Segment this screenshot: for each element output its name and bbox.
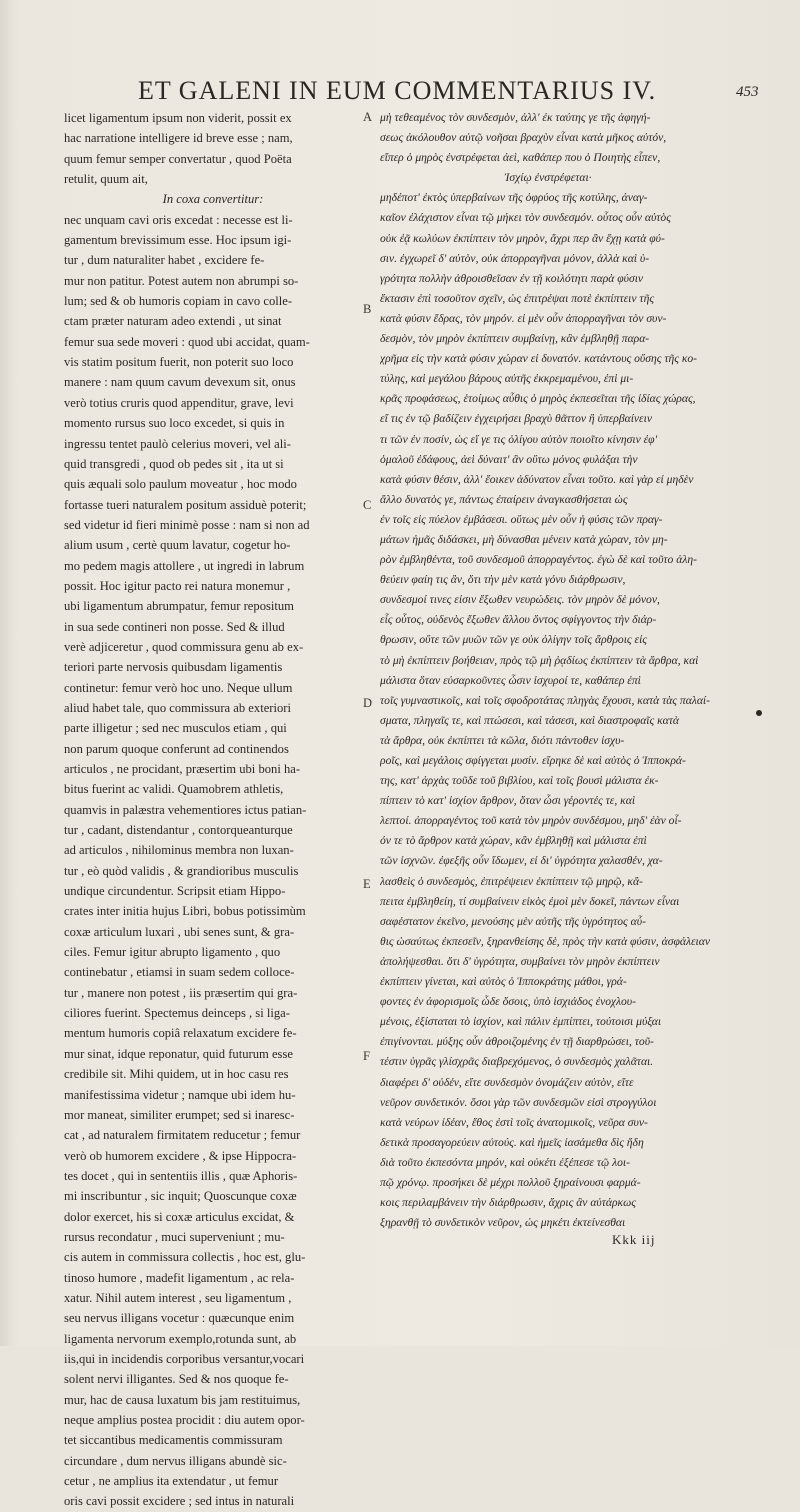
latin-line: rursus recondatur , muci superveniunt ; mu- <box>64 1229 285 1244</box>
latin-line: tur , cadant, distendantur , contorqueanturque <box>64 823 293 838</box>
latin-line: momento rursus suo loco excedet, si quis in <box>64 416 285 431</box>
greek-line: ἐκπίπτειν γίνεται, καὶ αὐτὸς ὁ Ἱπποκράτης μάθοι, γρά- <box>380 975 627 989</box>
latin-line: In coxa convertitur: <box>162 192 264 207</box>
latin-line: retulit, quum ait, <box>64 172 148 187</box>
greek-line: θις ὡσαύτως ἐκπεσεῖν, ξηρανθείσης δὲ, πρὸς τὴν κατὰ φύσιν, ἀσφάλειαν <box>380 934 711 948</box>
latin-line: parte illigetur ; sed nec musculos etiam , qui <box>64 721 287 736</box>
margin-letter: F <box>363 1049 370 1063</box>
latin-line: neque amplius postea procidit : diu autem opor- <box>64 1413 305 1427</box>
latin-line: ad articulos , nihilominus membra non luxan- <box>64 843 294 858</box>
greek-line: τοῖς γυμναστικοῖς, καὶ τοῖς σφοδροτάτας πληγὰς ἔχουσι, κατὰ τὰς παλαί- <box>380 693 710 707</box>
latin-line: quis æquali solo paulum moveatur , hoc modo <box>64 477 297 492</box>
greek-line: όν τε τὸ ἄρθρον κατὰ χώραν, κἂν ἐμβληθῇ καὶ μάλιστα ἐπὶ <box>380 834 647 848</box>
margin-letter: B <box>363 302 372 316</box>
latin-line: aliud habet tale, quo commissura ab exteriori <box>64 700 291 715</box>
page-number: 453 <box>736 84 759 100</box>
latin-line: continebatur , etiamsi in suam sedem colloce- <box>64 965 295 980</box>
greek-line: τύλης, καὶ μεγάλου βάρους αὐτῆς ἐκκρεμαμένου, ἐπὶ μι- <box>380 372 634 386</box>
greek-line: χρῆμα εἰς τὴν κατὰ φύσιν χώραν εἰ δυνατόν. κατάντους οὔσης τῆς κο- <box>380 352 698 366</box>
margin-letter: E <box>363 877 371 891</box>
latin-line: ciles. Femur igitur abrupto ligamento , quo <box>64 945 281 960</box>
greek-line: της, κατ' ἀρχὰς τοῦδε τοῦ βιβλίου, καὶ τοῖς βουσὶ μάλιστα ἐκ- <box>380 774 659 788</box>
greek-line: ἐπιγίνονται. μύξης οὖν ἀθροιζομένης ἐν τῇ διαρθρώσει, τοῦ- <box>380 1035 654 1049</box>
margin-letter: C <box>363 498 372 512</box>
greek-line: σιν. ἐγχωρεῖ δ' αὐτὸν, οὐκ ἀπορραγῆναι μόνον, ἀλλὰ καὶ ὑ- <box>380 251 650 265</box>
latin-line: cetur , ne amplius ita extendatur , ut femur <box>64 1474 279 1489</box>
greek-line: λεπτοί. ἀπορραγέντος τοῦ κατὰ τὸν μηρὸν συνδέσμου, μηδ' ἐὰν οἷ- <box>380 814 682 828</box>
latin-line: undique circundentur. Scripsit etiam Hippo- <box>64 884 286 899</box>
latin-line: circundare , dum nervus illigans abundè sic- <box>64 1453 287 1468</box>
greek-line: ἄλλο δυνατὸς γε, πάντως ἐπαίρειν ἀναγκασθήσεται ὡς <box>380 492 628 506</box>
latin-line: femur sua sede moveri : quod ubi accidat, quam- <box>64 334 310 349</box>
greek-line: εἷς οὗτος, οὐδενὸς ἔξωθεν ἄλλου ὄντος σφίγγοντος τὴν διάρ- <box>380 613 657 627</box>
greek-line: διὰ τοῦτο ἐκπεσόντα μηρόν, καὶ οὐκέτι ἐξέπεσε τῷ λοι- <box>380 1155 630 1169</box>
latin-line: verò totius cruris quod appenditur, grave, levi <box>64 395 294 410</box>
latin-line: in sua sede contineri non posse. Sed & illud <box>64 619 285 634</box>
latin-line: ligamenta nervorum exemplo,rotunda sunt, ab <box>64 1331 297 1346</box>
latin-line: crates inter initia hujus Libri, bobus potissimùm <box>64 904 306 919</box>
greek-line: κατὰ νεύρων ἰδέαν, ἔθος ἐστὶ τοῖς ἀνατομικοῖς, νεῦρα συν- <box>380 1115 648 1129</box>
latin-line: mentum humoris copiâ relaxatum excidere fe- <box>64 1026 297 1041</box>
latin-line: quum femur semper convertatur , quod Poëta <box>64 151 292 166</box>
greek-line: πίπτειν τὸ κατ' ἰσχίον ἄρθρον, ὅταν ὦσι γέροντές τε, καὶ <box>380 794 636 808</box>
greek-line: κρᾶς προφάσεως, ἑτοίμως αὖθις ὁ μηρὸς ἐκπεσεῖται τῆς ἰδίας χώρας, <box>380 392 696 406</box>
greek-line: δετικὰ προσαγορεύειν αὐτούς. καὶ ἡμεῖς ἰασάμεθα δὶς ἤδη <box>380 1135 644 1149</box>
latin-line: bitus fuerint ac validi. Quamobrem athletis, <box>64 782 284 797</box>
latin-line: oris cavi possit excidere ; sed intus in naturali <box>64 1494 295 1509</box>
greek-line: Ἰσχίῳ ἐνστρέφεται· <box>504 171 592 185</box>
margin-letter: D <box>363 696 373 710</box>
latin-line: ingressu tentet paulò celerius moveri, vel ali- <box>64 436 291 451</box>
latin-line: mur non patitur. Potest autem non abrumpi so- <box>64 273 299 288</box>
latin-line: mur, hac de causa luxatum bis jam restituimus, <box>64 1392 301 1407</box>
greek-line: ἔκτασιν ἐπὶ τοσοῦτον σχεῖν, ὡς ἐπιτρέψαι ποτὲ ἐκπίπτειν τῆς <box>380 291 655 305</box>
greek-line: μένοις, ἐξίσταται τὸ ἰσχίον, καὶ πάλιν ἐμπίπτει, τούτοισι μύξαι <box>380 1015 662 1029</box>
greek-line: συνδεσμοί τινες εἰσιν ἔξωθεν νευρώδεις. τὸν μηρὸν δὲ μόνον, <box>380 593 660 607</box>
latin-line: coxæ articulum luxari , ubi senes sunt, & gra- <box>64 924 295 939</box>
latin-line: manifestissima videtur ; namque ubi idem hu- <box>64 1087 296 1102</box>
latin-line: articulos , ne procidant, præsertim ubi boni ha- <box>64 762 301 776</box>
greek-line: θεύειν φαίη τις ἂν, ὅτι τὴν μὲν κατὰ γόνυ διάρθρωσιν, <box>380 573 626 587</box>
greek-line: ροῖς, καὶ μεγάλοις σφίγγεται μυσίν. εἴρηκε δὲ καὶ αὐτὸς ὁ Ἱπποκρά- <box>380 754 686 767</box>
greek-line: κατὰ φύσιν ἕδρας, τὸν μηρόν. εἰ μὲν οὖν ἀπορραγῆναι τὸν συν- <box>380 311 667 325</box>
greek-line: μὴ τεθεαμένος τὸν συνδεσμὸν, ἀλλ' ἐκ ταύτης γε τῆς ἀφηγή- <box>380 111 651 124</box>
latin-line: iis,qui in incidendis corporibus versantur,vocari <box>64 1351 305 1366</box>
greek-line: ρὸν ἐμβληθέντα, τοῦ συνδεσμοῦ ἀπορραγέντος. ἐγὼ δὲ καὶ τοῦτο ἀλη- <box>380 553 697 567</box>
greek-line: σεως ἀκόλουθον αὐτῷ νοῆσαι βραχὺν εἶναι κατὰ μῆκος αὐτόν, <box>380 131 667 145</box>
greek-line: τῶν ἰσχνῶν. ἐφεξῆς οὖν ἴδωμεν, εἰ δι' ὑγρότητα χαλασθέν, χα- <box>380 854 663 868</box>
latin-line: quamvis in palæstra vehementiores ictus patian- <box>64 802 307 817</box>
latin-line: ctam præter naturam adeo extendi , ut sinat <box>64 314 282 329</box>
greek-line: τὸ μὴ ἐκπίπτειν βοήθειαν, πρὸς τῷ μὴ ῥᾳδίως ἐκπίπτειν τὰ ἄρθρα, καὶ <box>380 653 699 667</box>
greek-line: δεσμὸν, τὸν μηρὸν ἐκπίπτειν συμβαίνῃ, κἂν ἐμβληθῇ παρα- <box>380 332 650 346</box>
greek-line: νεῦρον συνδετικόν. ὅσοι γὰρ τῶν συνδεσμῶν εἰσὶ στρογγύλοι <box>380 1095 657 1109</box>
latin-line: tur , manere non potest , iis præsertim qui gra- <box>64 985 298 1000</box>
greek-line: φοντες ἐν ἀφορισμοῖς ὧδε ὅσοις, ὑπὸ ἰσχιάδος ἐνοχλου- <box>380 995 636 1009</box>
latin-line: dolor exercet, his si coxæ articulus excidat, & <box>64 1209 295 1224</box>
greek-column <box>380 108 716 1233</box>
latin-line: tur , dum naturaliter habet , excidere fe- <box>64 253 265 268</box>
running-head: ET GALENI IN EUM COMMENTARIUS IV. <box>138 76 657 105</box>
greek-line: πῷ χρόνῳ. προσήκει δὲ μέχρι πολλοῦ ξηραίνουσι φαρμά- <box>380 1175 641 1189</box>
latin-line: fortasse tueri naturalem positum assiduè poterit; <box>64 497 307 512</box>
latin-line: verè adjiceretur , quod commissura genu ab ex- <box>64 639 304 654</box>
latin-line: gamentum brevissimum esse. Hoc ipsum igi- <box>64 233 292 248</box>
latin-line: tet siccantibus medicamentis commissuram <box>64 1433 283 1448</box>
margin-letter: A <box>363 110 373 124</box>
latin-line: hac narratione intelligere id breve esse ; nam, <box>64 131 293 146</box>
greek-line: μηδέποτ' ἐκτὸς ὑπερβαίνων τῆς ὀφρύος τῆς κοτύλης, ἀναγ- <box>380 191 648 205</box>
latin-line: tur , eò quòd validis , & grandioribus musculis <box>64 863 299 878</box>
greek-line: καῖον ἐλάχιστον εἶναι τῷ μήκει τὸν συνδεσμόν. οὗτος οὖν αὐτὸς <box>380 211 671 225</box>
greek-line: σαφέστατον ἐκεῖνο, μενούσης μὲν αὐτῆς τῆς ὑγρότητος αὖ- <box>380 914 646 928</box>
latin-line: solent nervi illigantes. Sed & nos quoque fe- <box>64 1372 289 1387</box>
greek-line: εἴ τις ἐν τῷ βαδίζειν ἐγχειρήσει βραχὺ θᾶττον ἢ ὑπερβαίνειν <box>380 412 652 426</box>
latin-line: mor maneat, similiter erumpet; sed si inaresc- <box>64 1107 295 1122</box>
latin-column <box>64 108 362 1512</box>
latin-line: vis statim positum fuerit, non poterit suo loco <box>64 355 294 370</box>
greek-line: κατὰ φύσιν θέσιν, ἀλλ' ἔοικεν ἀδύνατον εἶναι τοῦτο. καὶ γὰρ εἰ μηδὲν <box>380 472 694 486</box>
latin-line: licet ligamentum ipsum non viderit, possit ex <box>64 111 292 125</box>
greek-line: τέστιν ὑγρᾶς γλίσχρᾶς διαβρεχόμενος, ὁ συνδεσμὸς χαλᾶται. <box>380 1055 654 1069</box>
greek-line: σματα, πληγαῖς τε, καὶ πτώσεσι, καὶ τάσεσι, καὶ διαστροφαῖς κατὰ <box>380 713 679 727</box>
greek-line: πειτα ἐμβληθείη, τί συμβαίνειν εἰκὸς ἐμοὶ μὲν δοκεῖ, πάντων εἶναι <box>380 894 680 908</box>
latin-line: lum; sed & ob humoris copiam in cavo colle- <box>64 294 293 309</box>
greek-line: εἴπερ ὁ μηρὸς ἐνστρέφεται ἀεὶ, καθάπερ που ὁ Ποιητὴς εἶπεν, <box>380 151 661 165</box>
latin-line: cis autem in commissura collectis , hoc est, glu- <box>64 1250 306 1265</box>
latin-line: ciliores fuerint. Spectemus deinceps , si liga- <box>64 1006 290 1021</box>
greek-line: τὰ ἄρθρα, οὐκ ἐκπίπτει τὰ κῶλα, διότι πάντοθεν ἰσχυ- <box>380 733 625 747</box>
latin-line: tes docet , qui in sententiis illis , quæ Aphoris- <box>64 1168 298 1183</box>
latin-line: sed videtur id fieri minimè posse : nam si non ad <box>64 517 310 532</box>
latin-line: xatur. Nihil autem interest , seu ligamentum , <box>64 1290 292 1305</box>
latin-line: verò ob humorem excidere , & ipse Hippocra- <box>64 1148 297 1163</box>
greek-line: γρότητα πολλὴν ἀθροισθεῖσαν ἐν τῇ κοιλότητι παρὰ φύσιν <box>380 271 644 285</box>
latin-line: possit. Hoc igitur pacto rei natura monemur , <box>64 578 291 593</box>
greek-line: ξηρανθῇ τὸ συνδετικὸν νεῦρον, ὡς μηκέτι ἐκτείνεσθαι <box>380 1216 626 1230</box>
greek-line: λασθεὶς ὁ συνδεσμὸς, ἐπιτρέψειεν ἐκπίπτειν τῷ μηρῷ, κἄ- <box>380 874 643 888</box>
latin-line: manere : nam quum cavum devexum sit, onus <box>64 375 296 390</box>
latin-line: non parum quoque conferunt ad continendos <box>64 741 289 756</box>
latin-line: quid transgredi , quod ob pedes sit , ita ut si <box>64 456 284 471</box>
latin-line: alium usum , certè quum lavatur, cogetur ho- <box>64 538 291 553</box>
latin-line: continetur: femur verò hoc uno. Neque ullum <box>64 680 293 695</box>
latin-line: mur sinat, idque reponatur, quid futurum esse <box>64 1046 293 1061</box>
latin-line: seu nervus illigans vocetur : quæcunque enim <box>64 1311 295 1326</box>
greek-line: ἀπολήψεσθαι. ὅτι δ' ὑγρότητα, συμβαίνει τὸν μηρὸν ἐκπίπτειν <box>380 954 660 968</box>
latin-line: ubi ligamentum abrumpatur, femur repositum <box>64 599 294 614</box>
latin-line: cat , ad naturalem firmitatem reducetur ; femur <box>64 1128 301 1143</box>
greek-line: ἐν τοῖς εἰς πύελον ἐμβάσεσι. οὕτως μὲν οὖν ἡ φύσις τῶν πραγ- <box>380 512 663 526</box>
latin-line: mo pedem magis attollere , ut ingredi in labrum <box>64 558 305 573</box>
latin-line: mi inscribuntur , sic inquit; Quoscunque coxæ <box>64 1189 297 1204</box>
greek-line: θρωσιν, οὔτε τῶν μυῶν τῶν γε οὐκ ὀλίγην τοῖς ἄρθροις εἰς <box>380 633 648 647</box>
greek-line: κοις περιλαμβάνειν τὴν διάρθρωσιν, ἄχρις ἂν αὐτάρκως <box>380 1196 637 1210</box>
greek-line: μάλιστα ὅταν εὐσαρκοῦντες ὦσιν ἰσχυροί τε, καθάπερ ἐπὶ <box>380 673 641 687</box>
greek-line: ὁμαλοῦ ἐδάφους, ἀεὶ δύναιτ' ἂν οὕτω μόνος φυλάξαι τὴν <box>380 452 638 466</box>
ink-spot <box>756 710 762 716</box>
latin-line: teriori parte nervosis quibusdam ligamentis <box>64 660 283 675</box>
greek-line: οὐκ ἐᾷ κωλύων ἐκπίπτειν τὸν μηρὸν, ἄχρι περ ἂν ἔχῃ κατὰ φύ- <box>380 231 665 245</box>
greek-line: μάτων ἡμᾶς διδάσκει, μὴ δύνασθαι μένειν κατὰ χώραν, τὸν μη- <box>380 532 668 546</box>
greek-line: τι τῶν ἐν ποσίν, ὡς εἴ γε τις ὀλίγου αὐτὸν ποιοῖτο κίνησιν ἐφ' <box>380 432 658 446</box>
latin-line: tinoso humore , madefit ligamentum , ac rela- <box>64 1270 295 1285</box>
signature-mark: Kkk iij <box>612 1232 656 1247</box>
latin-line: nec unquam cavi oris excedat : necesse est li- <box>64 212 293 227</box>
greek-line: διαφέρει δ' οὐδέν, εἴτε συνδεσμὸν ὀνομάζειν αὐτὸν, εἴτε <box>380 1075 634 1089</box>
latin-line: credibile sit. Mihi quidem, ut in hoc casu res <box>64 1067 289 1082</box>
